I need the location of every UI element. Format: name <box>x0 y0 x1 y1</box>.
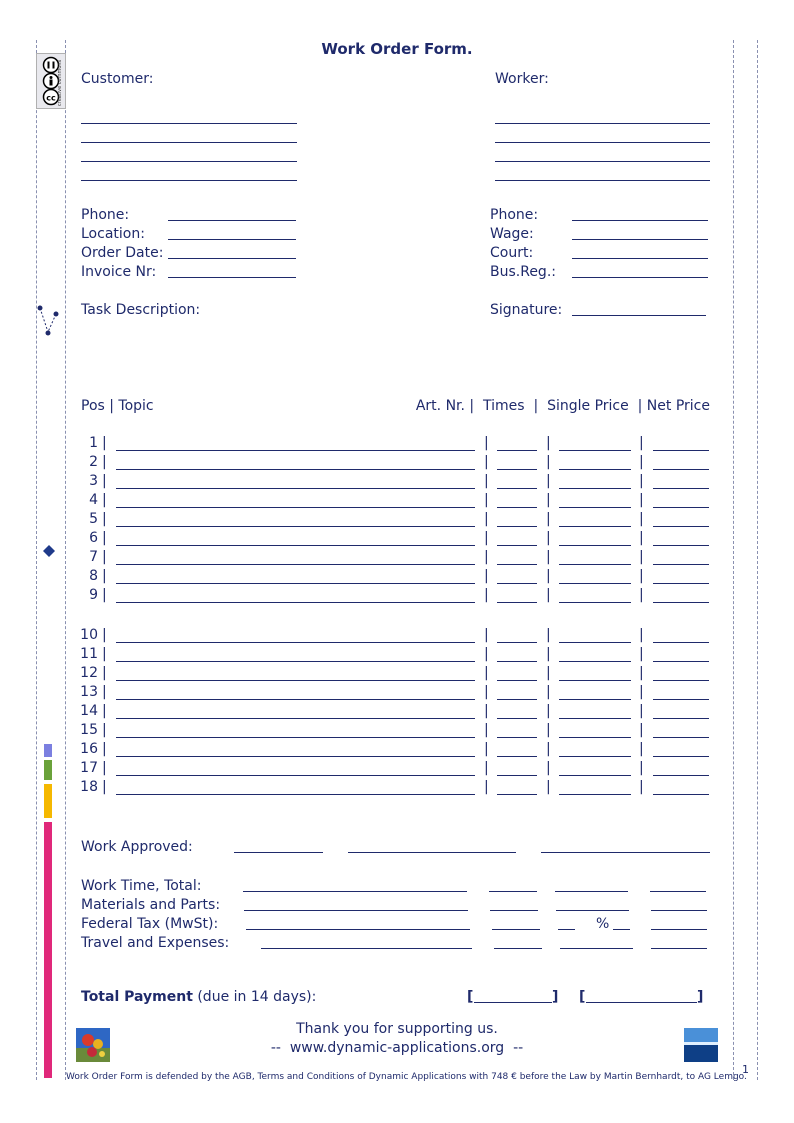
customer-phone-field[interactable] <box>168 220 296 221</box>
row-position: 11 <box>80 646 98 662</box>
row-pipe: | <box>639 646 644 662</box>
row-position: 3 <box>89 473 98 489</box>
row-topic-field[interactable] <box>116 756 475 757</box>
page-number: 1 <box>742 1063 749 1076</box>
row-pipe: | <box>484 511 489 527</box>
row-single-price-field[interactable] <box>559 794 631 795</box>
row-pipe: | <box>102 741 107 757</box>
table-header-right: Art. Nr. | Times | Single Price | Net Price <box>415 398 710 414</box>
row-net-price-field[interactable] <box>653 661 709 662</box>
row-pipe: | <box>546 646 551 662</box>
row-pipe: | <box>546 627 551 643</box>
row-single-price-field[interactable] <box>559 737 631 738</box>
page-title: Work Order Form. <box>321 40 473 58</box>
row-position: 18 <box>80 779 98 795</box>
total-payment-label <box>81 989 316 1005</box>
row-net-price-field[interactable] <box>653 756 709 757</box>
row-single-price-field[interactable] <box>559 602 631 603</box>
table-row <box>0 549 794 568</box>
customer-order-date-field[interactable] <box>168 258 296 259</box>
total-bracket-2-open: [ <box>579 989 586 1005</box>
row-times-field[interactable] <box>497 775 537 776</box>
table-row <box>0 511 794 530</box>
svg-text:cc: cc <box>46 93 56 103</box>
work-time-price[interactable] <box>555 891 628 892</box>
row-topic-field[interactable] <box>116 526 475 527</box>
row-position: 7 <box>89 549 98 565</box>
work-approved-label: Work Approved: <box>81 839 193 855</box>
customer-line-2[interactable] <box>81 142 297 143</box>
travel-price[interactable] <box>560 948 633 949</box>
row-net-price-field[interactable] <box>653 564 709 565</box>
row-pipe: | <box>546 665 551 681</box>
row-net-price-field[interactable] <box>653 680 709 681</box>
table-row <box>0 627 794 646</box>
row-topic-field[interactable] <box>116 450 475 451</box>
row-pipe: | <box>546 779 551 795</box>
row-position: 10 <box>80 627 98 643</box>
row-pipe: | <box>102 435 107 451</box>
row-pipe: | <box>484 549 489 565</box>
materials-times[interactable] <box>490 910 538 911</box>
row-pipe: | <box>639 760 644 776</box>
table-row <box>0 530 794 549</box>
row-times-field[interactable] <box>497 564 537 565</box>
customer-phone-label: Phone: <box>81 207 130 223</box>
row-topic-field[interactable] <box>116 469 475 470</box>
row-pipe: | <box>484 703 489 719</box>
row-pipe: | <box>102 473 107 489</box>
row-single-price-field[interactable] <box>559 526 631 527</box>
row-net-price-field[interactable] <box>653 450 709 451</box>
row-pipe: | <box>484 473 489 489</box>
row-pipe: | <box>546 530 551 546</box>
row-pipe: | <box>484 454 489 470</box>
row-pipe: | <box>484 646 489 662</box>
table-row <box>0 454 794 473</box>
row-pipe: | <box>546 473 551 489</box>
total-field-1[interactable] <box>474 1002 552 1003</box>
row-pipe: | <box>484 722 489 738</box>
row-topic-field[interactable] <box>116 680 475 681</box>
row-times-field[interactable] <box>497 488 537 489</box>
row-position: 8 <box>89 568 98 584</box>
worker-busreg-label: Bus.Reg.: <box>490 264 556 280</box>
row-pipe: | <box>639 549 644 565</box>
total-bracket-2-close: ] <box>697 989 704 1005</box>
row-single-price-field[interactable] <box>559 775 631 776</box>
total-bracket-1-open: [ <box>467 989 474 1005</box>
row-times-field[interactable] <box>497 450 537 451</box>
materials-field[interactable] <box>244 910 468 911</box>
row-pipe: | <box>546 492 551 508</box>
row-topic-field[interactable] <box>116 718 475 719</box>
row-net-price-field[interactable] <box>653 718 709 719</box>
row-net-price-field[interactable] <box>653 699 709 700</box>
row-pipe: | <box>484 627 489 643</box>
table-row <box>0 568 794 587</box>
work-approved-field-3[interactable] <box>541 852 710 853</box>
worker-label: Worker: <box>495 71 549 87</box>
row-net-price-field[interactable] <box>653 469 709 470</box>
row-pipe: | <box>102 511 107 527</box>
worker-line-4[interactable] <box>495 180 710 181</box>
row-pipe: | <box>546 454 551 470</box>
row-topic-field[interactable] <box>116 737 475 738</box>
row-pipe: | <box>484 760 489 776</box>
row-pipe: | <box>484 435 489 451</box>
row-pipe: | <box>546 587 551 603</box>
row-single-price-field[interactable] <box>559 699 631 700</box>
row-pipe: | <box>639 665 644 681</box>
row-times-field[interactable] <box>497 642 537 643</box>
row-pipe: | <box>639 530 644 546</box>
row-single-price-field[interactable] <box>559 545 631 546</box>
thanks-line-1: Thank you for supporting us. <box>296 1021 498 1037</box>
row-pipe: | <box>484 530 489 546</box>
table-row <box>0 435 794 454</box>
row-times-field[interactable] <box>497 661 537 662</box>
creative-commons-badge <box>36 53 66 109</box>
materials-label: Materials and Parts: <box>81 897 221 913</box>
row-times-field[interactable] <box>497 699 537 700</box>
table-row <box>0 722 794 741</box>
row-position: 4 <box>89 492 98 508</box>
row-position: 14 <box>80 703 98 719</box>
table-row <box>0 473 794 492</box>
row-net-price-field[interactable] <box>653 526 709 527</box>
row-pipe: | <box>102 492 107 508</box>
total-payment-rest: (due in 14 days): <box>192 989 317 1005</box>
percent-sign: % <box>596 916 610 932</box>
row-times-field[interactable] <box>497 718 537 719</box>
customer-order-date-label: Order Date: <box>81 245 164 261</box>
row-net-price-field[interactable] <box>653 488 709 489</box>
row-pipe: | <box>639 568 644 584</box>
row-net-price-field[interactable] <box>653 737 709 738</box>
worker-phone-field[interactable] <box>572 220 708 221</box>
row-topic-field[interactable] <box>116 545 475 546</box>
footer-legal: Work Order Form is defended by the AGB, Terms and Conditions of Dynamic Applications with 748 € before the Law by Martin Bernhardt, to AG Lemgo. <box>66 1072 747 1082</box>
row-position: 2 <box>89 454 98 470</box>
table-row <box>0 760 794 779</box>
work-time-net[interactable] <box>650 891 706 892</box>
worker-wage-label: Wage: <box>490 226 534 242</box>
row-position: 12 <box>80 665 98 681</box>
row-net-price-field[interactable] <box>653 642 709 643</box>
row-times-field[interactable] <box>497 602 537 603</box>
customer-label: Customer: <box>81 71 154 87</box>
row-pipe: | <box>102 703 107 719</box>
work-approved-field-1[interactable] <box>234 852 323 853</box>
row-position: 6 <box>89 530 98 546</box>
worker-court-field[interactable] <box>572 258 708 259</box>
worker-line-1[interactable] <box>495 123 710 124</box>
row-topic-field[interactable] <box>116 642 475 643</box>
row-pipe: | <box>484 741 489 757</box>
worker-phone-label: Phone: <box>490 207 539 223</box>
table-row <box>0 492 794 511</box>
row-pipe: | <box>546 684 551 700</box>
row-topic-field[interactable] <box>116 699 475 700</box>
row-pipe: | <box>102 779 107 795</box>
row-position: 1 <box>89 435 98 451</box>
row-pipe: | <box>639 741 644 757</box>
row-single-price-field[interactable] <box>559 564 631 565</box>
work-time-label: Work Time, Total: <box>81 878 202 894</box>
table-row <box>0 587 794 606</box>
table-header-left: Pos | Topic <box>81 398 154 414</box>
row-pipe: | <box>639 627 644 643</box>
row-topic-field[interactable] <box>116 775 475 776</box>
row-pipe: | <box>639 473 644 489</box>
row-single-price-field[interactable] <box>559 583 631 584</box>
row-pipe: | <box>546 435 551 451</box>
row-pipe: | <box>639 511 644 527</box>
work-time-field[interactable] <box>243 891 467 892</box>
table-row <box>0 779 794 798</box>
travel-times[interactable] <box>494 948 542 949</box>
table-row <box>0 665 794 684</box>
row-times-field[interactable] <box>497 469 537 470</box>
table-row <box>0 703 794 722</box>
customer-line-1[interactable] <box>81 123 297 124</box>
row-single-price-field[interactable] <box>559 642 631 643</box>
signature-field[interactable] <box>572 315 706 316</box>
travel-net[interactable] <box>651 948 707 949</box>
row-topic-field[interactable] <box>116 661 475 662</box>
row-single-price-field[interactable] <box>559 718 631 719</box>
federal-tax-net[interactable] <box>651 929 707 930</box>
customer-line-4[interactable] <box>81 180 297 181</box>
row-single-price-field[interactable] <box>559 680 631 681</box>
row-single-price-field[interactable] <box>559 488 631 489</box>
travel-label: Travel and Expenses: <box>81 935 230 951</box>
federal-tax-times[interactable] <box>492 929 540 930</box>
row-topic-field[interactable] <box>116 794 475 795</box>
row-net-price-field[interactable] <box>653 545 709 546</box>
row-pipe: | <box>484 665 489 681</box>
row-pipe: | <box>102 627 107 643</box>
row-pipe: | <box>484 587 489 603</box>
row-single-price-field[interactable] <box>559 469 631 470</box>
row-net-price-field[interactable] <box>653 507 709 508</box>
row-pipe: | <box>639 435 644 451</box>
total-payment-bold: Total Payment <box>81 989 193 1005</box>
row-pipe: | <box>639 587 644 603</box>
row-position: 15 <box>80 722 98 738</box>
row-pipe: | <box>546 760 551 776</box>
customer-invoice-field[interactable] <box>168 277 296 278</box>
total-bracket-1-close: ] <box>552 989 559 1005</box>
row-single-price-field[interactable] <box>559 507 631 508</box>
row-topic-field[interactable] <box>116 564 475 565</box>
row-topic-field[interactable] <box>116 602 475 603</box>
customer-location-label: Location: <box>81 226 145 242</box>
materials-price[interactable] <box>556 910 629 911</box>
row-times-field[interactable] <box>497 680 537 681</box>
cc-label: creative commons <box>57 59 63 106</box>
row-pipe: | <box>639 722 644 738</box>
signature-label: Signature: <box>490 302 563 318</box>
row-pipe: | <box>484 779 489 795</box>
row-pipe: | <box>546 549 551 565</box>
row-position: 16 <box>80 741 98 757</box>
row-pipe: | <box>102 665 107 681</box>
row-pipe: | <box>546 568 551 584</box>
thanks-line-2: -- www.dynamic-applications.org -- <box>270 1040 524 1056</box>
row-times-field[interactable] <box>497 545 537 546</box>
federal-tax-label: Federal Tax (MwSt): <box>81 916 219 932</box>
worker-line-3[interactable] <box>495 161 710 162</box>
row-pipe: | <box>102 530 107 546</box>
decorative-dots-icon <box>36 300 64 342</box>
row-pipe: | <box>102 454 107 470</box>
row-times-field[interactable] <box>497 526 537 527</box>
row-pipe: | <box>546 511 551 527</box>
row-pipe: | <box>639 684 644 700</box>
task-description-label: Task Description: <box>81 302 201 318</box>
federal-tax-price-b[interactable] <box>613 929 630 930</box>
row-pipe: | <box>102 684 107 700</box>
row-position: 9 <box>89 587 98 603</box>
row-pipe: | <box>484 568 489 584</box>
row-times-field[interactable] <box>497 583 537 584</box>
customer-line-3[interactable] <box>81 161 297 162</box>
row-single-price-field[interactable] <box>559 661 631 662</box>
row-pipe: | <box>102 722 107 738</box>
row-topic-field[interactable] <box>116 507 475 508</box>
row-topic-field[interactable] <box>116 583 475 584</box>
row-pipe: | <box>102 760 107 776</box>
row-pipe: | <box>102 549 107 565</box>
travel-field[interactable] <box>261 948 472 949</box>
worker-busreg-field[interactable] <box>572 277 708 278</box>
row-pipe: | <box>639 492 644 508</box>
row-pipe: | <box>546 703 551 719</box>
federal-tax-field[interactable] <box>246 929 470 930</box>
row-pipe: | <box>546 722 551 738</box>
total-field-2[interactable] <box>586 1002 697 1003</box>
worker-wage-field[interactable] <box>572 239 708 240</box>
row-single-price-field[interactable] <box>559 756 631 757</box>
row-times-field[interactable] <box>497 507 537 508</box>
row-times-field[interactable] <box>497 794 537 795</box>
customer-location-field[interactable] <box>168 239 296 240</box>
row-pipe: | <box>102 646 107 662</box>
row-position: 13 <box>80 684 98 700</box>
row-pipe: | <box>639 703 644 719</box>
worker-line-2[interactable] <box>495 142 710 143</box>
row-pipe: | <box>546 741 551 757</box>
worker-court-label: Court: <box>490 245 534 261</box>
row-position: 5 <box>89 511 98 527</box>
work-time-times[interactable] <box>489 891 537 892</box>
row-pipe: | <box>102 587 107 603</box>
table-row <box>0 646 794 665</box>
row-position: 17 <box>80 760 98 776</box>
row-pipe: | <box>102 568 107 584</box>
row-net-price-field[interactable] <box>653 775 709 776</box>
row-pipe: | <box>639 779 644 795</box>
federal-tax-price-a[interactable] <box>558 929 575 930</box>
table-row <box>0 741 794 760</box>
row-times-field[interactable] <box>497 737 537 738</box>
row-net-price-field[interactable] <box>653 602 709 603</box>
row-times-field[interactable] <box>497 756 537 757</box>
customer-invoice-label: Invoice Nr: <box>81 264 157 280</box>
row-pipe: | <box>484 684 489 700</box>
row-topic-field[interactable] <box>116 488 475 489</box>
row-pipe: | <box>639 454 644 470</box>
work-approved-field-2[interactable] <box>348 852 516 853</box>
table-row <box>0 684 794 703</box>
row-net-price-field[interactable] <box>653 583 709 584</box>
row-pipe: | <box>484 492 489 508</box>
row-single-price-field[interactable] <box>559 450 631 451</box>
row-net-price-field[interactable] <box>653 794 709 795</box>
materials-net[interactable] <box>651 910 707 911</box>
